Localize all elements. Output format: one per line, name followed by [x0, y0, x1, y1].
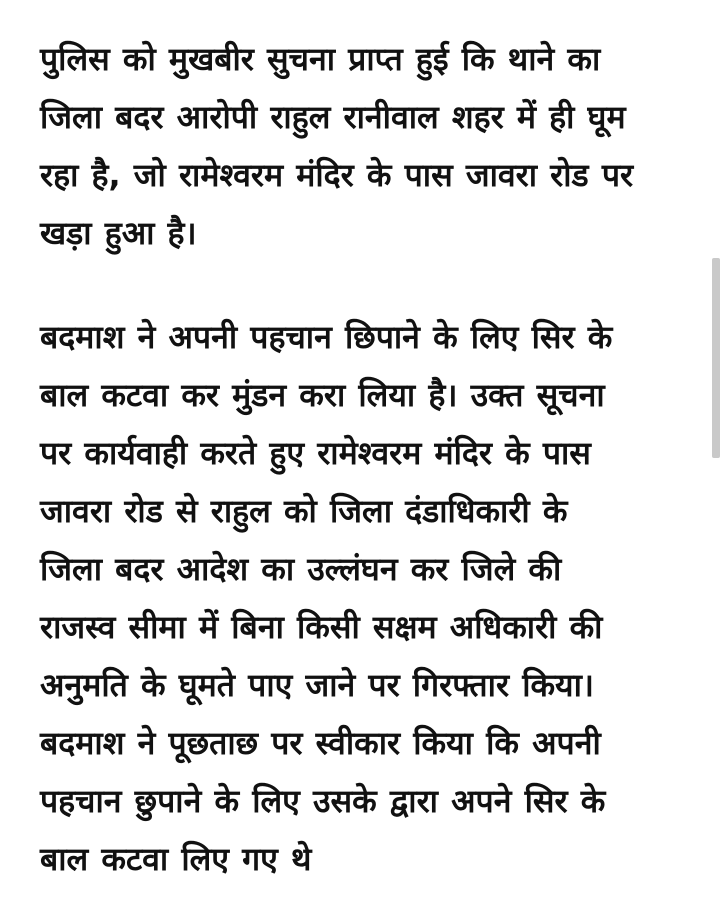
text-line: पर कार्यवाही करते हुए रामेश्वरम मंदिर के पास: [40, 434, 591, 472]
text-line: रहा है, जो रामेश्वरम मंदिर के पास जावरा रोड पर: [40, 156, 634, 194]
article-body: [40, 30, 676, 888]
text-line: जावरा रोड से राहुल को जिला दंडाधिकारी के: [40, 492, 568, 530]
text-line: बदमाश ने पूछताछ पर स्वीकार किया कि अपनी: [40, 724, 601, 762]
text-line: बदमाश ने अपनी पहचान छिपाने के लिए सिर के: [40, 318, 613, 356]
text-line: बाल कटवा कर मुंडन करा लिया है। उक्त सूचना: [40, 376, 605, 414]
text-line: जिला बदर आरोपी राहुल रानीवाल शहर में ही घूम: [40, 98, 626, 136]
text-line: जिला बदर आदेश का उल्लंघन कर जिले की: [40, 550, 562, 588]
text-line: अनुमति के घूमते पाए जाने पर गिरफ्तार किया।: [40, 666, 595, 704]
text-line: पुलिस को मुखबीर सुचना प्राप्त हुई कि थाने का: [40, 40, 601, 78]
scrollbar-thumb[interactable]: [712, 258, 720, 458]
text-line: राजस्व सीमा में बिना किसी सक्षम अधिकारी की: [40, 608, 603, 646]
text-line: पहचान छुपाने के लिए उसके द्वारा अपने सिर के: [40, 782, 606, 820]
paragraph-1: [40, 30, 676, 262]
text-line: बाल कटवा लिए गए थे: [40, 840, 312, 878]
paragraph-2: [40, 308, 676, 888]
text-line: खड़ा हुआ है।: [40, 214, 197, 252]
